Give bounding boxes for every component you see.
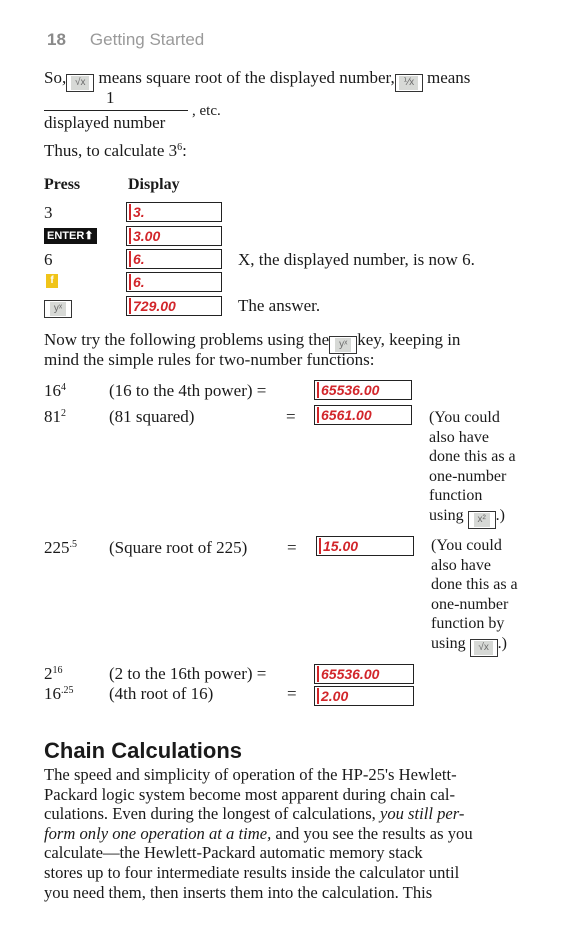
note-line: function [429, 487, 483, 504]
paragraph-line: The speed and simplicity of operation of the HP-25's Hewlett- [44, 765, 457, 784]
display-cursor [129, 274, 131, 290]
side-note-1 [429, 408, 516, 529]
display-header: Display [128, 176, 180, 193]
sqrt-key-icon: √x [66, 74, 94, 92]
display-box [126, 226, 222, 246]
display-box [126, 272, 222, 292]
note-line: function by [431, 615, 505, 632]
f-prefix-key-icon: f [46, 274, 58, 288]
display-value: 6. [133, 251, 145, 267]
display-box [126, 249, 222, 269]
paragraph-line: form only one operation at a time, and you see the results as you [44, 823, 473, 843]
problem-expression: $2^{16}$ [44, 664, 63, 683]
x-squared-key-icon: x² [468, 511, 496, 529]
thus-colon: : [182, 141, 187, 160]
fraction-bar [44, 110, 188, 111]
problem-description: (81 squared) [109, 407, 195, 426]
paragraph-line: Packard logic system become most apparent during chain cal- [44, 784, 456, 804]
fraction-numerator: 1 [106, 88, 115, 107]
reciprocal-key-icon: ⅟x [395, 74, 423, 92]
display-value: 2.00 [321, 688, 349, 704]
fraction-denominator: displayed number [44, 113, 166, 132]
display-cursor [129, 204, 131, 220]
note-line: done this as a [431, 576, 518, 593]
paragraph-line: calculate—the Hewlett-Packard automatic memory stack [44, 843, 423, 863]
thus-exponent: 6 [177, 142, 183, 153]
problem-description: (4th root of 16) [109, 684, 214, 703]
note-using-line: using x² .) [429, 506, 516, 529]
section-heading: Chain Calculations [44, 738, 243, 763]
try-line-2: mind the simple rules for two-number functions: [44, 350, 375, 369]
press-header: Press [44, 176, 81, 193]
note-line: also have [429, 428, 489, 446]
equals-sign: = [286, 407, 296, 426]
running-head [47, 30, 204, 50]
try-text: Now try the following problems using the [44, 330, 330, 349]
display-cursor [129, 228, 131, 244]
display-value: 6. [133, 274, 145, 290]
display-box [314, 686, 414, 706]
intro-so: So, [44, 68, 67, 87]
section-title: Getting Started [89, 30, 205, 49]
display-value: 65536.00 [321, 382, 380, 398]
note-the-answer: The answer. [238, 296, 321, 315]
display-cursor [317, 382, 319, 398]
paragraph-line: stores up to four intermediate results inside the calculator until [44, 862, 460, 882]
problem-expression: $225^{.5}$ [44, 538, 77, 557]
display-box [316, 536, 414, 556]
page-number: 18 [47, 30, 66, 49]
chain-paragraph [44, 765, 473, 902]
note-line: also have [431, 556, 491, 574]
press-3: 3 [44, 203, 53, 222]
display-value: 3. [133, 204, 145, 220]
display-cursor [317, 407, 319, 423]
problem-description: (Square root of 225) [109, 538, 248, 557]
note-x-is-6: X, the displayed number, is now 6. [238, 250, 475, 269]
display-value: 6561.00 [321, 407, 372, 423]
note-line: (You could [429, 409, 500, 426]
thus-text: Thus, to calculate 3 [44, 141, 178, 160]
equals-sign: = [287, 538, 297, 557]
display-box [314, 664, 414, 684]
display-value: 15.00 [323, 538, 359, 554]
press-6: 6 [44, 250, 53, 269]
sqrt-key-icon: √x [470, 639, 498, 657]
note-line: (You could [431, 537, 502, 554]
display-cursor [317, 666, 319, 682]
thus-line [44, 141, 187, 161]
problem-description: (2 to the 16th power) = [109, 664, 267, 683]
note-using-line: using √x .) [431, 634, 518, 657]
display-cursor [317, 688, 319, 704]
y-to-x-key-icon: yˣ [44, 300, 72, 318]
display-box [126, 202, 222, 222]
enter-key-icon: ENTER⬆ [44, 228, 97, 244]
problem-description: (16 to the 4th power) = [109, 381, 267, 400]
display-box [314, 380, 412, 400]
equals-sign: = [287, 684, 297, 703]
paragraph-line: culations. Even during the longest of calculations, you still per- [44, 804, 465, 824]
note-line: one-number [429, 467, 507, 485]
intro-sqrt-text: means square root of the displayed number, [98, 68, 395, 87]
yx-key-row [44, 296, 72, 318]
display-cursor [129, 298, 131, 314]
display-cursor [319, 538, 321, 554]
display-value: 3.00 [133, 228, 161, 244]
fraction-etc: , etc. [192, 103, 221, 119]
problem-expression: $16^4$ [44, 381, 66, 400]
paragraph-line: you need them, then inserts them into the calculation. This [44, 882, 433, 902]
note-line: one-number [431, 595, 509, 613]
intro-means: means [426, 68, 471, 87]
problem-expression: $81^2$ [44, 407, 66, 426]
problem-expression: $16^{.25}$ [44, 684, 74, 703]
display-box [314, 405, 412, 425]
note-line: done this as a [429, 448, 516, 465]
display-value: 729.00 [133, 298, 176, 314]
try-text-post: key, keeping in [357, 330, 461, 349]
display-value: 65536.00 [321, 666, 380, 682]
display-cursor [129, 251, 131, 267]
side-note-2 [431, 536, 518, 657]
y-to-x-key-icon: yˣ [329, 336, 357, 354]
display-box [126, 296, 222, 316]
